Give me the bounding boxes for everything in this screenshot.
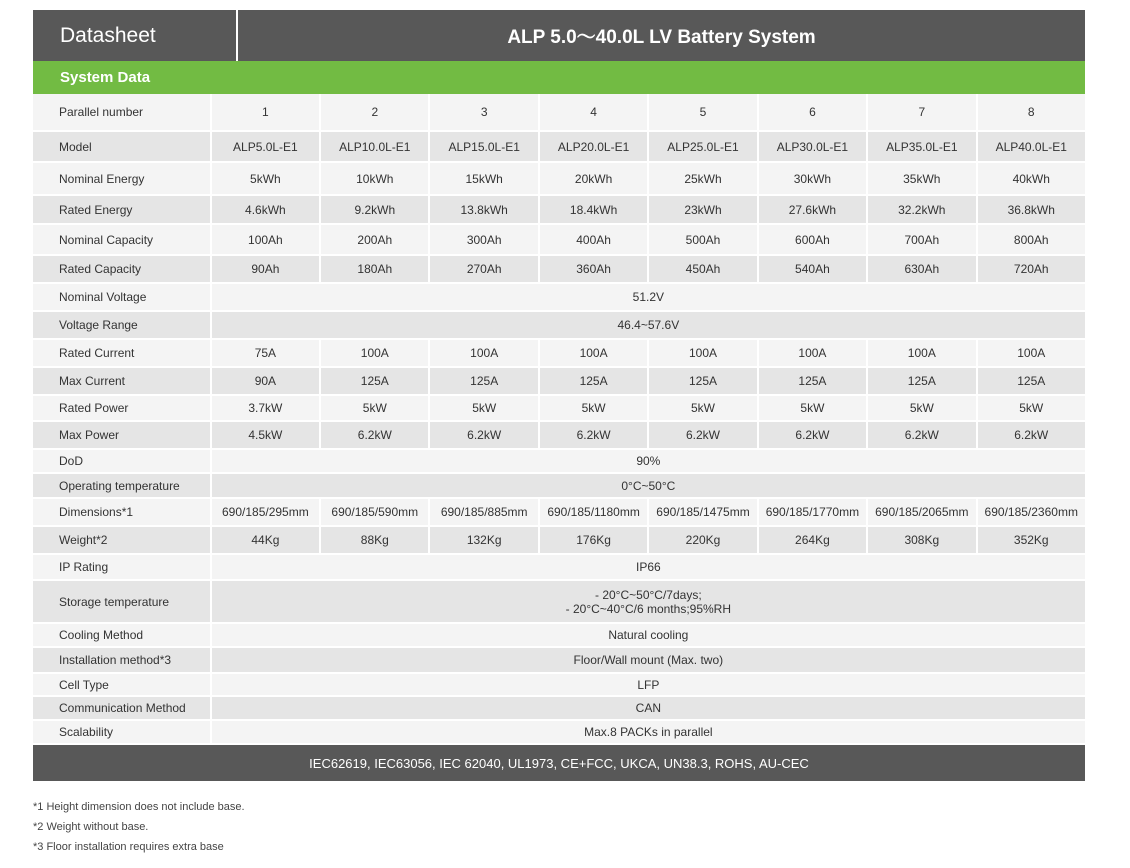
spec-row: [33, 282, 1085, 310]
value-cell: 720Ah: [978, 254, 1085, 282]
value-cell: 6: [759, 94, 866, 130]
value-line: - 20°C~50°C/7days;: [595, 587, 702, 602]
value-cell-merged: 46.4~57.6V: [212, 310, 1085, 338]
spec-row: [33, 553, 1085, 579]
value-cell: 300Ah: [430, 223, 537, 254]
value-cell: 270Ah: [430, 254, 537, 282]
row-label: Cooling Method: [33, 622, 210, 646]
value-cell: 180Ah: [321, 254, 428, 282]
value-cell: 9.2kWh: [321, 194, 428, 223]
spec-row: [33, 394, 1085, 420]
value-cell: 125A: [649, 366, 756, 394]
value-cell: 6.2kW: [430, 420, 537, 448]
value-cell: 75A: [212, 338, 319, 366]
value-cell-merged: LFP: [212, 672, 1085, 695]
spec-row: [33, 719, 1085, 743]
row-label: Cell Type: [33, 672, 210, 695]
value-cell: ALP35.0L-E1: [868, 130, 975, 161]
value-cell: 5kW: [540, 394, 647, 420]
value-cell: 220Kg: [649, 525, 756, 553]
value-cell: 100A: [978, 338, 1085, 366]
value-cell-merged: 51.2V: [212, 282, 1085, 310]
product-title: ALP 5.0～40.0L LV Battery System: [507, 27, 816, 48]
value-cell: 4.6kWh: [212, 194, 319, 223]
value-cell-merged: Max.8 PACKs in parallel: [212, 719, 1085, 743]
value-cell: 3.7kW: [212, 394, 319, 420]
value-cell-merged: IP66: [212, 553, 1085, 579]
value-cell-merged: Floor/Wall mount (Max. two): [212, 646, 1085, 672]
value-cell: 23kWh: [649, 194, 756, 223]
row-label: Installation method*3: [33, 646, 210, 672]
value-cell: 125A: [540, 366, 647, 394]
spec-row: [33, 338, 1085, 366]
row-label: Storage temperature: [33, 579, 210, 622]
value-cell-merged: Natural cooling: [212, 622, 1085, 646]
value-cell: 700Ah: [868, 223, 975, 254]
value-cell: 500Ah: [649, 223, 756, 254]
row-label: DoD: [33, 448, 210, 472]
header-bar: [33, 10, 1085, 61]
spec-row: [33, 448, 1085, 472]
value-cell: 20kWh: [540, 161, 647, 194]
spec-row: [33, 161, 1085, 194]
value-cell: 5kWh: [212, 161, 319, 194]
value-cell: 5kW: [321, 394, 428, 420]
value-line: - 20°C~40°C/6 months;95%RH: [565, 601, 731, 616]
value-cell: 27.6kWh: [759, 194, 866, 223]
value-cell: 100A: [759, 338, 866, 366]
value-cell: 100A: [868, 338, 975, 366]
footnotes: [33, 797, 245, 857]
spec-row: [33, 254, 1085, 282]
row-label: Weight*2: [33, 525, 210, 553]
value-cell: 264Kg: [759, 525, 866, 553]
value-cell: 690/185/885mm: [430, 497, 537, 525]
value-cell: 5kW: [868, 394, 975, 420]
value-cell: 90Ah: [212, 254, 319, 282]
row-label: IP Rating: [33, 553, 210, 579]
value-cell: 125A: [321, 366, 428, 394]
value-cell: 132Kg: [430, 525, 537, 553]
value-cell: 10kWh: [321, 161, 428, 194]
value-cell: 88Kg: [321, 525, 428, 553]
value-cell: 100A: [321, 338, 428, 366]
value-cell-merged: 0°C~50°C: [212, 472, 1085, 497]
value-cell: 630Ah: [868, 254, 975, 282]
value-cell-merged: 90%: [212, 448, 1085, 472]
datasheet: [33, 10, 1085, 781]
value-cell: 450Ah: [649, 254, 756, 282]
value-cell: 6.2kW: [978, 420, 1085, 448]
row-label: Scalability: [33, 719, 210, 743]
value-cell: 35kWh: [868, 161, 975, 194]
value-cell: 600Ah: [759, 223, 866, 254]
spec-row: [33, 525, 1085, 553]
value-cell: 1: [212, 94, 319, 130]
value-cell: ALP25.0L-E1: [649, 130, 756, 161]
value-cell: 18.4kWh: [540, 194, 647, 223]
value-cell: 36.8kWh: [978, 194, 1085, 223]
value-cell: 5kW: [759, 394, 866, 420]
spec-row: [33, 94, 1085, 130]
value-cell: ALP10.0L-E1: [321, 130, 428, 161]
value-cell: 100Ah: [212, 223, 319, 254]
value-cell: 6.2kW: [868, 420, 975, 448]
value-cell: ALP30.0L-E1: [759, 130, 866, 161]
value-cell: 690/185/2065mm: [868, 497, 975, 525]
row-label: Nominal Voltage: [33, 282, 210, 310]
spec-row: [33, 194, 1085, 223]
value-cell: 5kW: [430, 394, 537, 420]
value-cell: 13.8kWh: [430, 194, 537, 223]
value-cell: 400Ah: [540, 223, 647, 254]
value-cell: ALP40.0L-E1: [978, 130, 1085, 161]
value-cell: 308Kg: [868, 525, 975, 553]
value-cell: 6.2kW: [321, 420, 428, 448]
spec-row: [33, 223, 1085, 254]
spec-row: [33, 646, 1085, 672]
datasheet-label: Datasheet: [33, 10, 238, 61]
value-cell: 690/185/2360mm: [978, 497, 1085, 525]
value-cell: 360Ah: [540, 254, 647, 282]
value-cell: 100A: [649, 338, 756, 366]
value-cell-merged: CAN: [212, 695, 1085, 719]
value-cell: 690/185/1180mm: [540, 497, 647, 525]
spec-row: [33, 622, 1085, 646]
value-cell: ALP5.0L-E1: [212, 130, 319, 161]
spec-table: [31, 94, 1087, 743]
value-cell: 690/185/295mm: [212, 497, 319, 525]
row-label: Dimensions*1: [33, 497, 210, 525]
spec-row: [33, 695, 1085, 719]
spec-row: [33, 366, 1085, 394]
value-cell: 125A: [868, 366, 975, 394]
row-label: Parallel number: [33, 94, 210, 130]
value-cell: 5kW: [978, 394, 1085, 420]
value-cell: 200Ah: [321, 223, 428, 254]
value-cell: 44Kg: [212, 525, 319, 553]
value-cell: 100A: [540, 338, 647, 366]
value-cell: ALP20.0L-E1: [540, 130, 647, 161]
row-label: Rated Power: [33, 394, 210, 420]
value-cell: 2: [321, 94, 428, 130]
row-label: Rated Current: [33, 338, 210, 366]
value-cell-merged: [212, 579, 1085, 622]
spec-row: [33, 672, 1085, 695]
value-cell: 4.5kW: [212, 420, 319, 448]
spec-row: [33, 130, 1085, 161]
spec-row: [33, 497, 1085, 525]
value-cell: ALP15.0L-E1: [430, 130, 537, 161]
value-cell: 90A: [212, 366, 319, 394]
row-label: Nominal Energy: [33, 161, 210, 194]
row-label: Voltage Range: [33, 310, 210, 338]
value-cell: 690/185/1770mm: [759, 497, 866, 525]
value-cell: 40kWh: [978, 161, 1085, 194]
row-label: Model: [33, 130, 210, 161]
row-label: Communication Method: [33, 695, 210, 719]
value-cell: 6.2kW: [540, 420, 647, 448]
value-cell: 8: [978, 94, 1085, 130]
certifications-bar: IEC62619, IEC63056, IEC 62040, UL1973, CE+FCC, UKCA, UN38.3, ROHS, AU-CEC: [33, 745, 1085, 781]
section-title: System Data: [33, 61, 1085, 94]
row-label: Rated Capacity: [33, 254, 210, 282]
spec-row: [33, 472, 1085, 497]
value-cell: 15kWh: [430, 161, 537, 194]
value-cell: 5: [649, 94, 756, 130]
value-cell: 100A: [430, 338, 537, 366]
spec-row: [33, 310, 1085, 338]
value-cell: 540Ah: [759, 254, 866, 282]
value-cell: 7: [868, 94, 975, 130]
value-cell: 125A: [978, 366, 1085, 394]
spec-row: [33, 579, 1085, 622]
value-cell: 690/185/1475mm: [649, 497, 756, 525]
value-cell: 125A: [759, 366, 866, 394]
value-cell: 800Ah: [978, 223, 1085, 254]
value-cell: 32.2kWh: [868, 194, 975, 223]
value-cell: 3: [430, 94, 537, 130]
row-label: Operating temperature: [33, 472, 210, 497]
footnote: *2 Weight without base.: [33, 821, 149, 833]
row-label: Max Current: [33, 366, 210, 394]
value-cell: 352Kg: [978, 525, 1085, 553]
value-cell: 4: [540, 94, 647, 130]
footnote: *1 Height dimension does not include base.: [33, 801, 245, 813]
row-label: Rated Energy: [33, 194, 210, 223]
value-cell: 30kWh: [759, 161, 866, 194]
row-label: Nominal Capacity: [33, 223, 210, 254]
spec-row: [33, 420, 1085, 448]
value-cell: 176Kg: [540, 525, 647, 553]
value-cell: 6.2kW: [759, 420, 866, 448]
footnote: *3 Floor installation requires extra base: [33, 841, 224, 853]
row-label: Max Power: [33, 420, 210, 448]
value-cell: 6.2kW: [649, 420, 756, 448]
value-cell: 25kWh: [649, 161, 756, 194]
value-cell: 690/185/590mm: [321, 497, 428, 525]
value-cell: 125A: [430, 366, 537, 394]
value-cell: 5kW: [649, 394, 756, 420]
